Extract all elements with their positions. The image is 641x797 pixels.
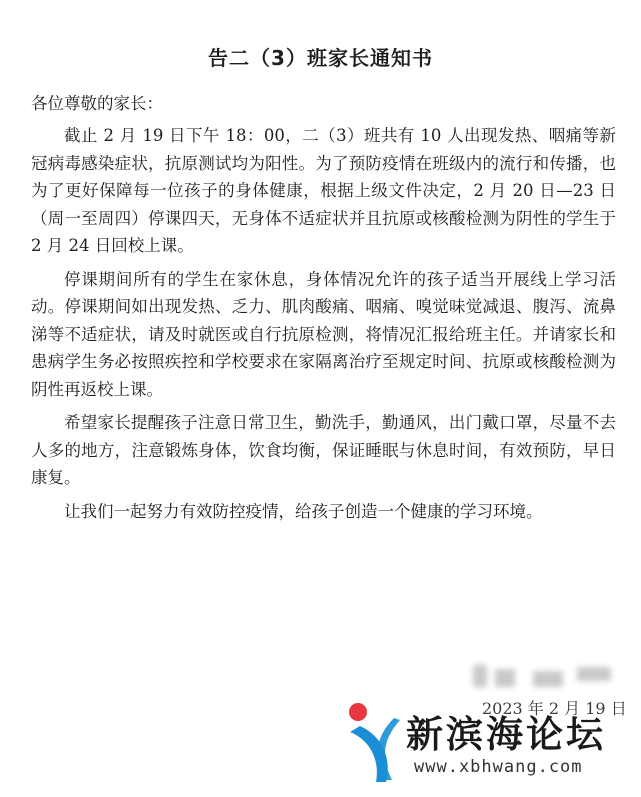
blurred-signature xyxy=(473,665,613,689)
watermark xyxy=(340,700,640,797)
paragraph-1: 截止 2 月 19 日下午 18：00，二（3）班共有 10 人出现发热、咽痛等新冠病毒感染症状，抗原测试均为阳性。为了预防疫情在班级内的流行和传播，也为了更好保障每一位孩子的身体健康，根据上级文件决定，2 月 20 日—23 日（周一至周四）停课四天，无身体不适症状并且抗原或核酸检测为阴性的学生于 2 月 24 日回校上课。 xyxy=(31,126,616,255)
watermark-title: 新滨海论坛 xyxy=(406,713,606,756)
paragraph-3: 希望家长提醒孩子注意日常卫生，勤洗手，勤通风，出门戴口罩，尽量不去人多的地方，注意锻炼身体，饮食均衡，保证睡眠与休息时间，有效预防，早日康复。 xyxy=(31,413,616,487)
forum-logo-icon xyxy=(340,700,410,790)
paragraph-2: 停课期间所有的学生在家休息，身体情况允许的孩子适当开展线上学习活动。停课期间如出现发热、乏力、肌肉酸痛、咽痛、嗅觉味觉减退、腹泻、流鼻涕等不适症状，请及时就医或自行抗原检测，将情况汇报给班主任。并请家长和患病学生务必按照疾控和学校要求在家隔离治疗至规定时间、抗原或核酸检测为阴性再返校上课。 xyxy=(31,269,616,399)
paragraph-4: 让我们一起努力有效防控疫情，给孩子创造一个健康的学习环境。 xyxy=(64,501,543,521)
notice-title: 告二（3）班家长通知书 xyxy=(208,46,433,70)
salutation: 各位尊敬的家长： xyxy=(31,94,163,113)
notice-body xyxy=(31,122,616,531)
notice-date: 2023 年 2 月 19 日 xyxy=(482,699,627,718)
watermark-url: www.xbhwang.com xyxy=(414,757,583,777)
